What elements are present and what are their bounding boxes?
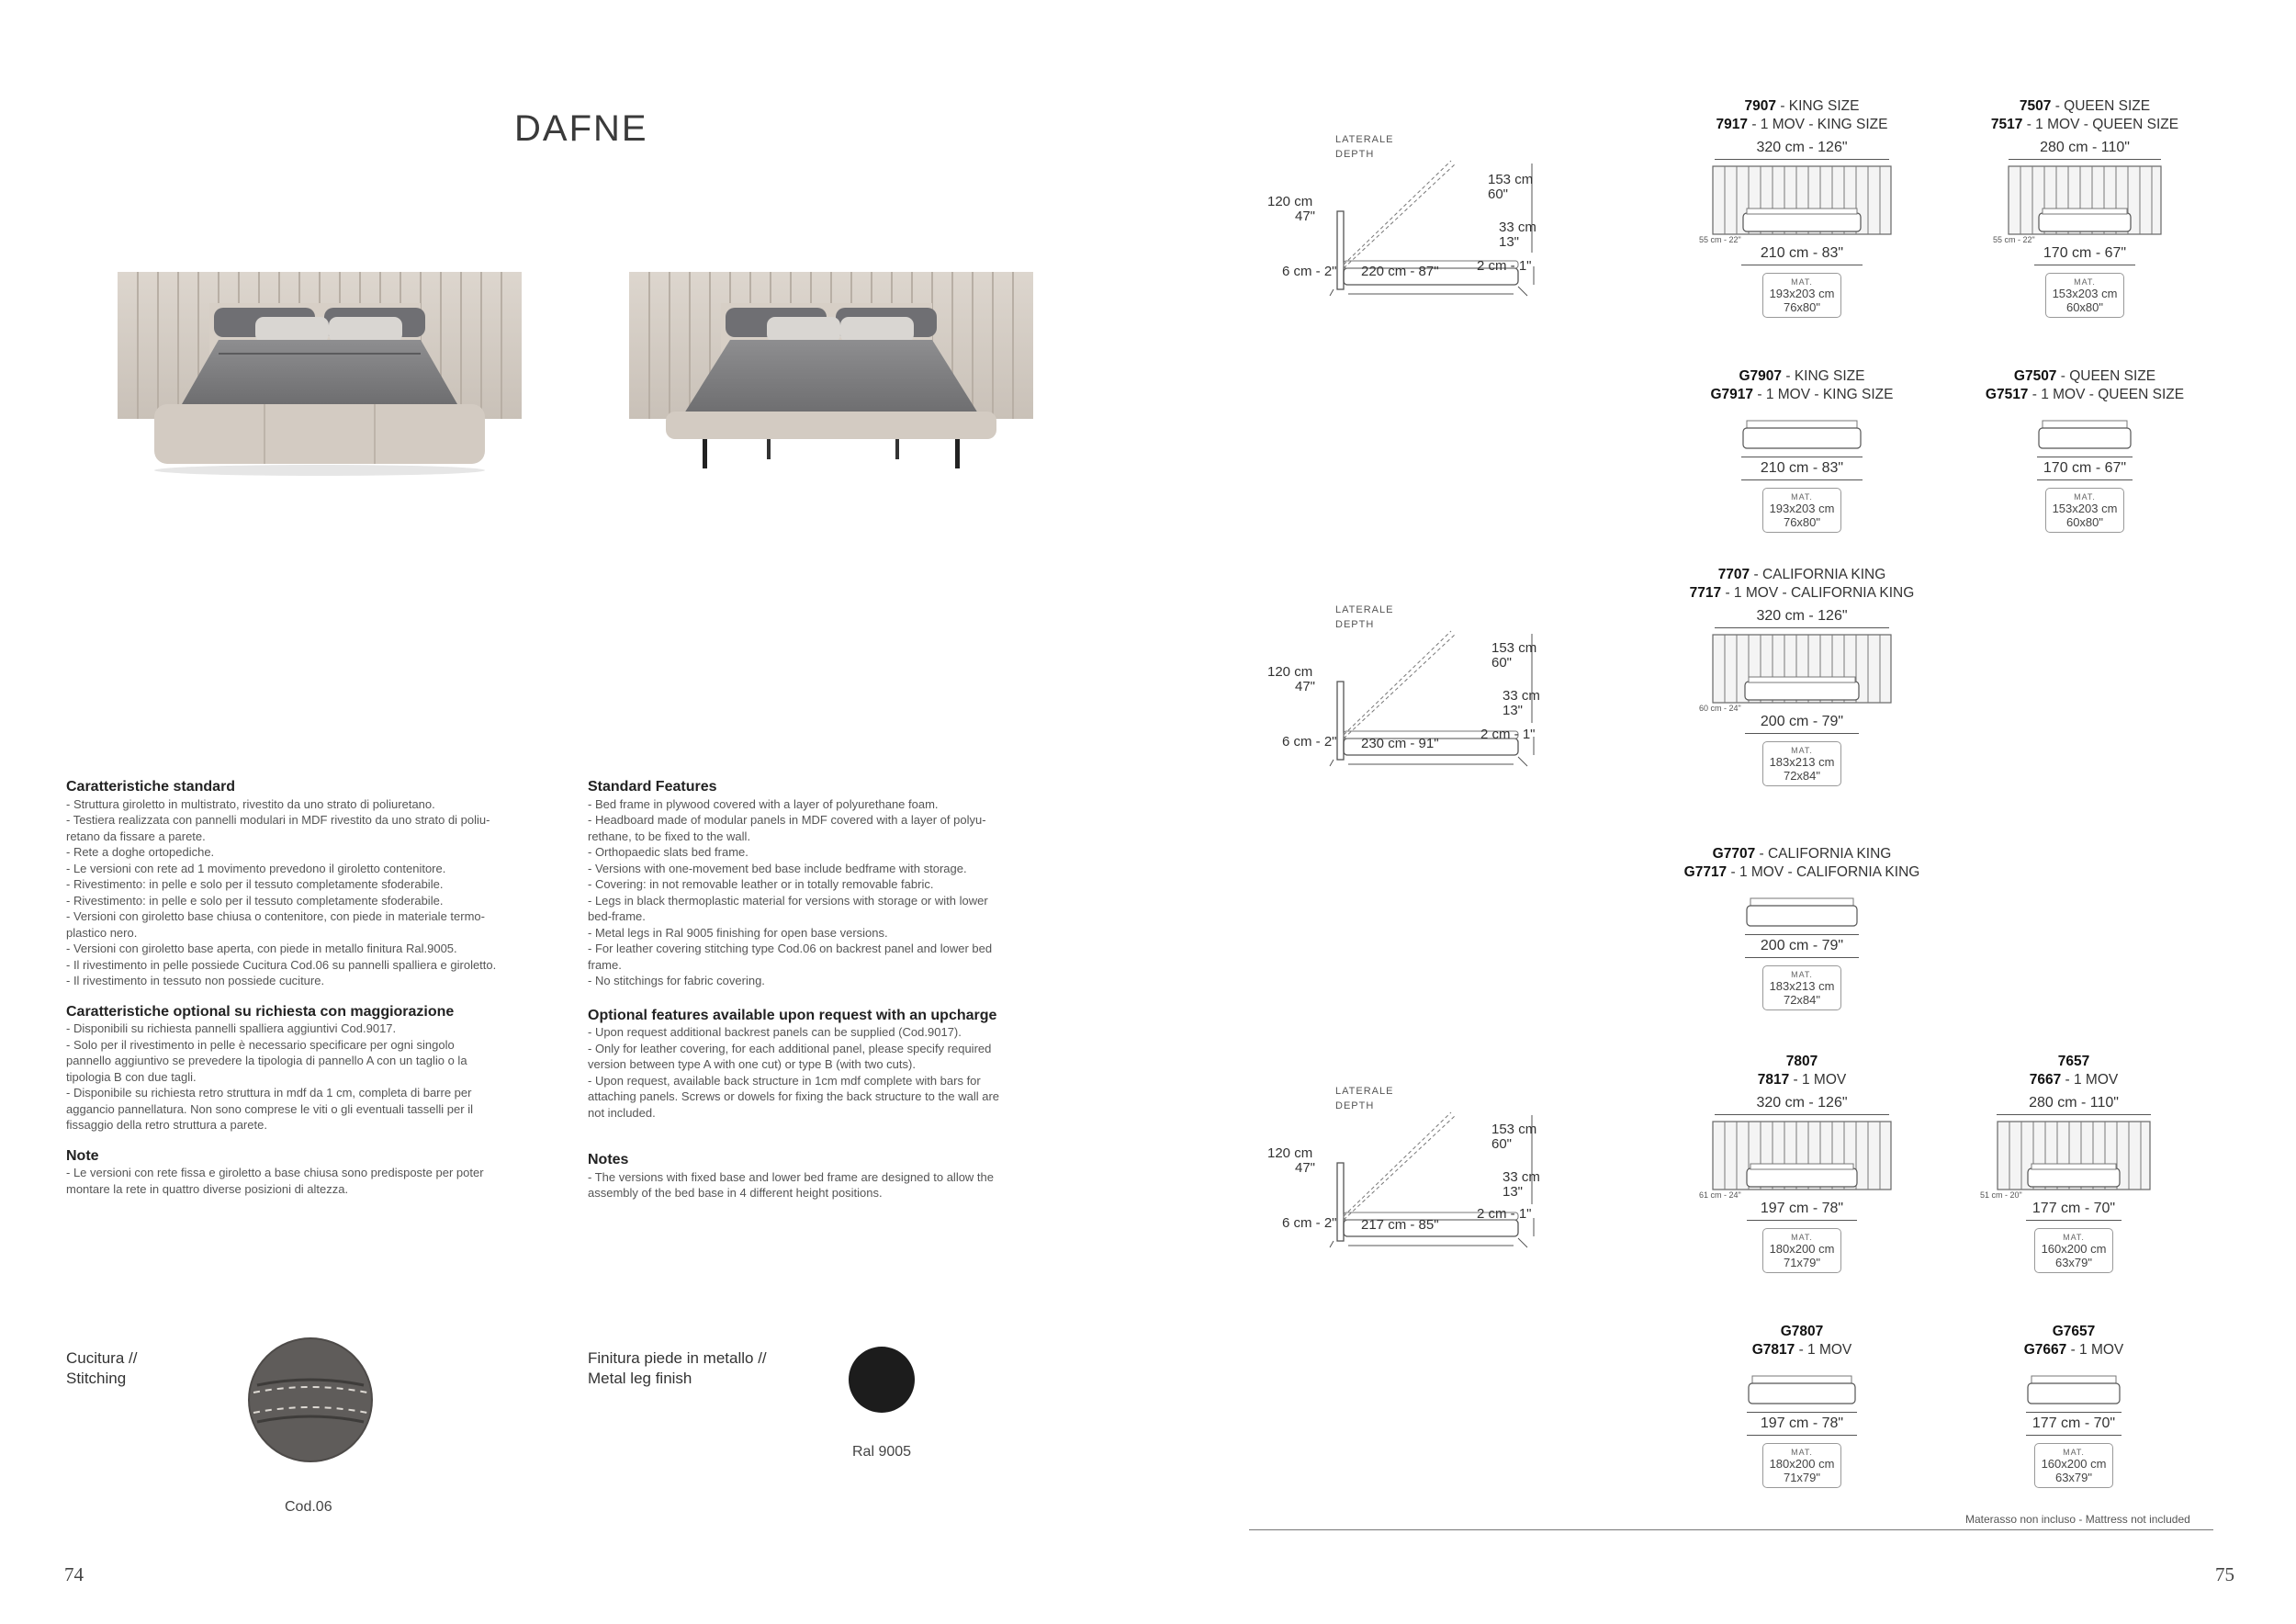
headboard-top-view: 55 cm - 22" <box>1712 165 1892 242</box>
bed-top-view <box>1745 897 1859 931</box>
variant-width: 320 cm - 126" <box>1756 608 1848 624</box>
diagram-depth-label: DEPTH <box>1335 619 1375 630</box>
bed-top-view <box>1747 1374 1857 1409</box>
diagram-depth-label: DEPTH <box>1335 1100 1375 1111</box>
standard-features-heading-it: Caratteristiche standard <box>66 779 236 795</box>
feature-line: - No stitchings for fabric covering. <box>588 974 765 987</box>
feature-line: - Versioni con giroletto base chiusa o contenitore, con piede in materiale termo- <box>66 909 485 923</box>
mattress-size-box: MAT. 193x203 cm 76x80" <box>1762 273 1841 318</box>
feature-line: rethane, to be fixed to the wall. <box>588 829 751 843</box>
footer-divider <box>1249 1529 2213 1530</box>
notes-heading-it: Note <box>66 1147 99 1164</box>
headboard-top-view: 60 cm - 24" <box>1712 634 1892 711</box>
side-dimension-diagram: LATERALE DEPTH 120 cm 47" 153 cm 60" 33 cm 13" 6 cm - 2" 217 cm - 85" 2 cm - 1" <box>1267 1080 1570 1273</box>
mattress-size-box: MAT. 183x213 cm 72x84" <box>1762 741 1841 786</box>
leg-finish-label: Finitura piede in metallo // Metal leg finish <box>588 1349 767 1387</box>
leg-finish-code: Ral 9005 <box>852 1444 912 1460</box>
variant-depth: 170 cm - 67" <box>2043 245 2127 261</box>
feature-line: - Orthopaedic slats bed frame. <box>588 845 748 859</box>
variant-g7807: G7807 G7817 - 1 MOV 197 cm - 78" MAT. 180x200 cm 71x79" <box>1673 1323 1930 1488</box>
diagram-laterale-label: LATERALE <box>1335 1086 1394 1097</box>
feature-line: retano da fissare a parete. <box>66 829 206 843</box>
features-english <box>588 779 1084 1216</box>
optional-features-heading-it: Caratteristiche optional su richiesta con maggiorazione <box>66 1003 455 1020</box>
mattress-footnote: Materasso non incluso - Mattress not included <box>1965 1513 2190 1526</box>
feature-line: tipologia B con due tagli. <box>66 1069 197 1084</box>
feature-line: - Rivestimento: in pelle e solo per il tessuto completamente sfoderabile. <box>66 877 444 891</box>
variant-7657: 7657 7667 - 1 MOV 280 cm - 110" 51 cm - 20" 177 cm - 70" MAT. 160x200 cm 63x79" <box>1945 1053 2202 1273</box>
notes-heading-en: Notes <box>588 1152 629 1167</box>
headboard-top-view: 51 cm - 20" <box>1997 1121 2151 1198</box>
variant-depth: 177 cm - 70" <box>2032 1415 2116 1431</box>
side-dimension-diagram: LATERALE DEPTH 120 cm 47" 153 cm 60" 33 cm 13" 6 cm - 2" 230 cm - 91" 2 cm - 1" <box>1267 599 1570 792</box>
variant-7507: 7507 - QUEEN SIZE 7517 - 1 MOV - QUEEN SIZE 280 cm - 110" 55 cm - 22" 170 cm - 67" MAT. 153x203 cm 60x80" <box>1956 97 2213 318</box>
page-number-right: 75 <box>2215 1563 2234 1585</box>
variant-depth: 200 cm - 79" <box>1760 938 1844 953</box>
variant-g7657: G7657 G7667 - 1 MOV 177 cm - 70" MAT. 160x200 cm 63x79" <box>1945 1323 2202 1488</box>
feature-line: - Solo per il rivestimento in pelle è necessario specificare per ogni singolo <box>66 1037 455 1052</box>
mattress-size-box: MAT. 160x200 cm 63x79" <box>2034 1443 2113 1488</box>
feature-line: - Headboard made of modular panels in MDF covered with a layer of polyu- <box>588 813 986 827</box>
feature-line: plastico nero. <box>66 925 138 940</box>
feature-line: - Upon request, available back structure in 1cm mdf complete with bars for <box>588 1073 981 1088</box>
page-title: DAFNE <box>514 108 648 149</box>
variant-width: 280 cm - 110" <box>2040 140 2130 155</box>
diagram-depth-label: DEPTH <box>1335 149 1375 160</box>
mattress-size-box: MAT. 180x200 cm 71x79" <box>1762 1443 1841 1488</box>
feature-line: pannello aggiuntivo se prevedere la tipologia di pannello A con un taglio o la <box>66 1054 467 1067</box>
feature-line: not included. <box>588 1105 656 1120</box>
mattress-size-box: MAT. 153x203 cm 60x80" <box>2045 273 2124 318</box>
stitching-code: Cod.06 <box>285 1499 332 1515</box>
mattress-size-box: MAT. 183x213 cm 72x84" <box>1762 965 1841 1010</box>
variant-g7707: G7707 - CALIFORNIA KING G7717 - 1 MOV - CALIFORNIA KING 200 cm - 79" MAT. 183x213 cm 72x84" <box>1673 845 1930 1010</box>
variant-depth: 197 cm - 78" <box>1760 1415 1844 1431</box>
feature-line: - Legs in black thermoplastic material for versions with storage or with lower <box>588 893 988 908</box>
variant-depth: 197 cm - 78" <box>1760 1201 1844 1216</box>
feature-line: - Struttura giroletto in multistrato, rivestito da uno strato di poliuretano. <box>66 796 435 811</box>
feature-line: - Le versioni con rete fissa e giroletto a base chiusa sono predisposte per poter <box>66 1166 484 1179</box>
feature-line: - The versions with fixed base and lower bed frame are designed to allow the <box>588 1169 995 1184</box>
variant-width: 320 cm - 126" <box>1756 140 1848 155</box>
variant-7907: 7907 - KING SIZE 7917 - 1 MOV - KING SIZE 320 cm - 126" 55 cm - 22" 210 cm - 83" MAT. 193x203 cm 76x80" <box>1673 97 1930 318</box>
variant-g7507: G7507 - QUEEN SIZE G7517 - 1 MOV - QUEEN SIZE 170 cm - 67" MAT. 153x203 cm 60x80" <box>1956 367 2213 533</box>
mattress-size-box: MAT. 153x203 cm 60x80" <box>2045 488 2124 533</box>
variant-g7907: G7907 - KING SIZE G7917 - 1 MOV - KING SIZE 210 cm - 83" MAT. 193x203 cm 76x80" <box>1673 367 1930 533</box>
variant-width: 320 cm - 126" <box>1756 1095 1848 1111</box>
stitching-label: Cucitura // Stitching <box>66 1349 138 1387</box>
standard-features-heading-en: Standard Features <box>588 779 717 795</box>
feature-line: - Rivestimento: in pelle e solo per il tessuto completamente sfoderabile. <box>66 893 444 908</box>
mattress-size-box: MAT. 193x203 cm 76x80" <box>1762 488 1841 533</box>
feature-line: - For leather covering stitching type Cod.06 on backrest panel and lower bed <box>588 942 993 955</box>
feature-line: - Metal legs in Ral 9005 finishing for open base versions. <box>588 925 888 940</box>
feature-line: - Le versioni con rete ad 1 movimento prevedono il giroletto contenitore. <box>66 861 446 875</box>
feature-line: assembly of the bed base in 4 different height positions. <box>588 1186 883 1200</box>
headboard-top-view: 55 cm - 22" <box>2008 165 2162 242</box>
variant-7807: 7807 7817 - 1 MOV 320 cm - 126" 61 cm - 24" 197 cm - 78" MAT. 180x200 cm 71x79" <box>1673 1053 1930 1273</box>
variant-depth: 177 cm - 70" <box>2032 1201 2116 1216</box>
diagram-laterale-label: LATERALE <box>1335 604 1394 615</box>
feature-line: version between type A with one cut) or type B (with two cuts). <box>588 1057 916 1071</box>
feature-line: - Disponibili su richiesta pannelli spalliera aggiuntivi Cod.9017. <box>66 1021 397 1035</box>
feature-line: attaching panels. Screws or dowels for fixing the back structure to the wall are <box>588 1089 999 1103</box>
variant-width: 280 cm - 110" <box>2029 1095 2119 1111</box>
feature-line: - Covering: in not removable leather or in totally removable fabric. <box>588 877 934 891</box>
feature-line: fissaggio della retro struttura a parete. <box>66 1118 267 1132</box>
stitching-swatch <box>248 1337 373 1462</box>
bed-top-view <box>2037 419 2133 454</box>
bed-photo-upholstered-base <box>118 266 522 487</box>
feature-line: - Testiera realizzata con pannelli modulari in MDF rivestito da uno strato di poliu- <box>66 813 490 827</box>
diagram-laterale-label: LATERALE <box>1335 134 1394 145</box>
feature-line: - Versioni con giroletto base aperta, con piede in metallo finitura Ral.9005. <box>66 942 457 955</box>
bed-photo-metal-legs <box>629 266 1033 487</box>
headboard-top-view: 61 cm - 24" <box>1712 1121 1892 1198</box>
variant-7707: 7707 - CALIFORNIA KING 7717 - 1 MOV - CALIFORNIA KING 320 cm - 126" 60 cm - 24" 200 cm - 79" MAT. 183x213 cm 72x84" <box>1673 566 1930 786</box>
feature-line: - Upon request additional backrest panels can be supplied (Cod.9017). <box>588 1025 962 1039</box>
variant-depth: 210 cm - 83" <box>1760 245 1844 261</box>
feature-line: - Rete a doghe ortopediche. <box>66 845 215 859</box>
features-italian <box>66 779 562 1212</box>
mattress-size-box: MAT. 180x200 cm 71x79" <box>1762 1228 1841 1273</box>
feature-line: - Disponibile su richiesta retro struttura in mdf da 1 cm, completa di barre per <box>66 1086 472 1100</box>
bed-top-view <box>2026 1374 2122 1409</box>
side-dimension-diagram: LATERALE DEPTH 120 cm 47" 153 cm 60" 33 cm 13" 6 cm - 2" 220 cm - 87" 2 cm - 1" <box>1267 129 1570 321</box>
optional-features-heading-en: Optional features available upon request with an upcharge <box>588 1007 997 1023</box>
feature-line: - Versions with one-movement bed base include bedframe with storage. <box>588 861 967 875</box>
feature-line: montare la rete in quattro diverse posizioni di altezza. <box>66 1181 349 1196</box>
page-number-left: 74 <box>64 1563 84 1585</box>
leg-finish-swatch <box>849 1347 915 1413</box>
feature-line: - Only for leather covering, for each additional panel, please specify required <box>588 1041 992 1055</box>
variant-depth: 210 cm - 83" <box>1760 460 1844 476</box>
feature-line: aggancio pannellatura. Non sono comprese le viti o gli eventuali tasselli per il <box>66 1101 473 1116</box>
feature-line: - Il rivestimento in tessuto non possiede cuciture. <box>66 974 325 987</box>
variant-depth: 200 cm - 79" <box>1760 714 1844 729</box>
feature-line: - Il rivestimento in pelle possiede Cucitura Cod.06 su pannelli spalliera e giroletto. <box>66 957 497 972</box>
feature-line: frame. <box>588 957 622 972</box>
variant-depth: 170 cm - 67" <box>2043 460 2127 476</box>
mattress-size-box: MAT. 160x200 cm 63x79" <box>2034 1228 2113 1273</box>
feature-line: bed-frame. <box>588 909 646 923</box>
feature-line: - Bed frame in plywood covered with a layer of polyurethane foam. <box>588 796 939 811</box>
bed-top-view <box>1741 419 1863 454</box>
